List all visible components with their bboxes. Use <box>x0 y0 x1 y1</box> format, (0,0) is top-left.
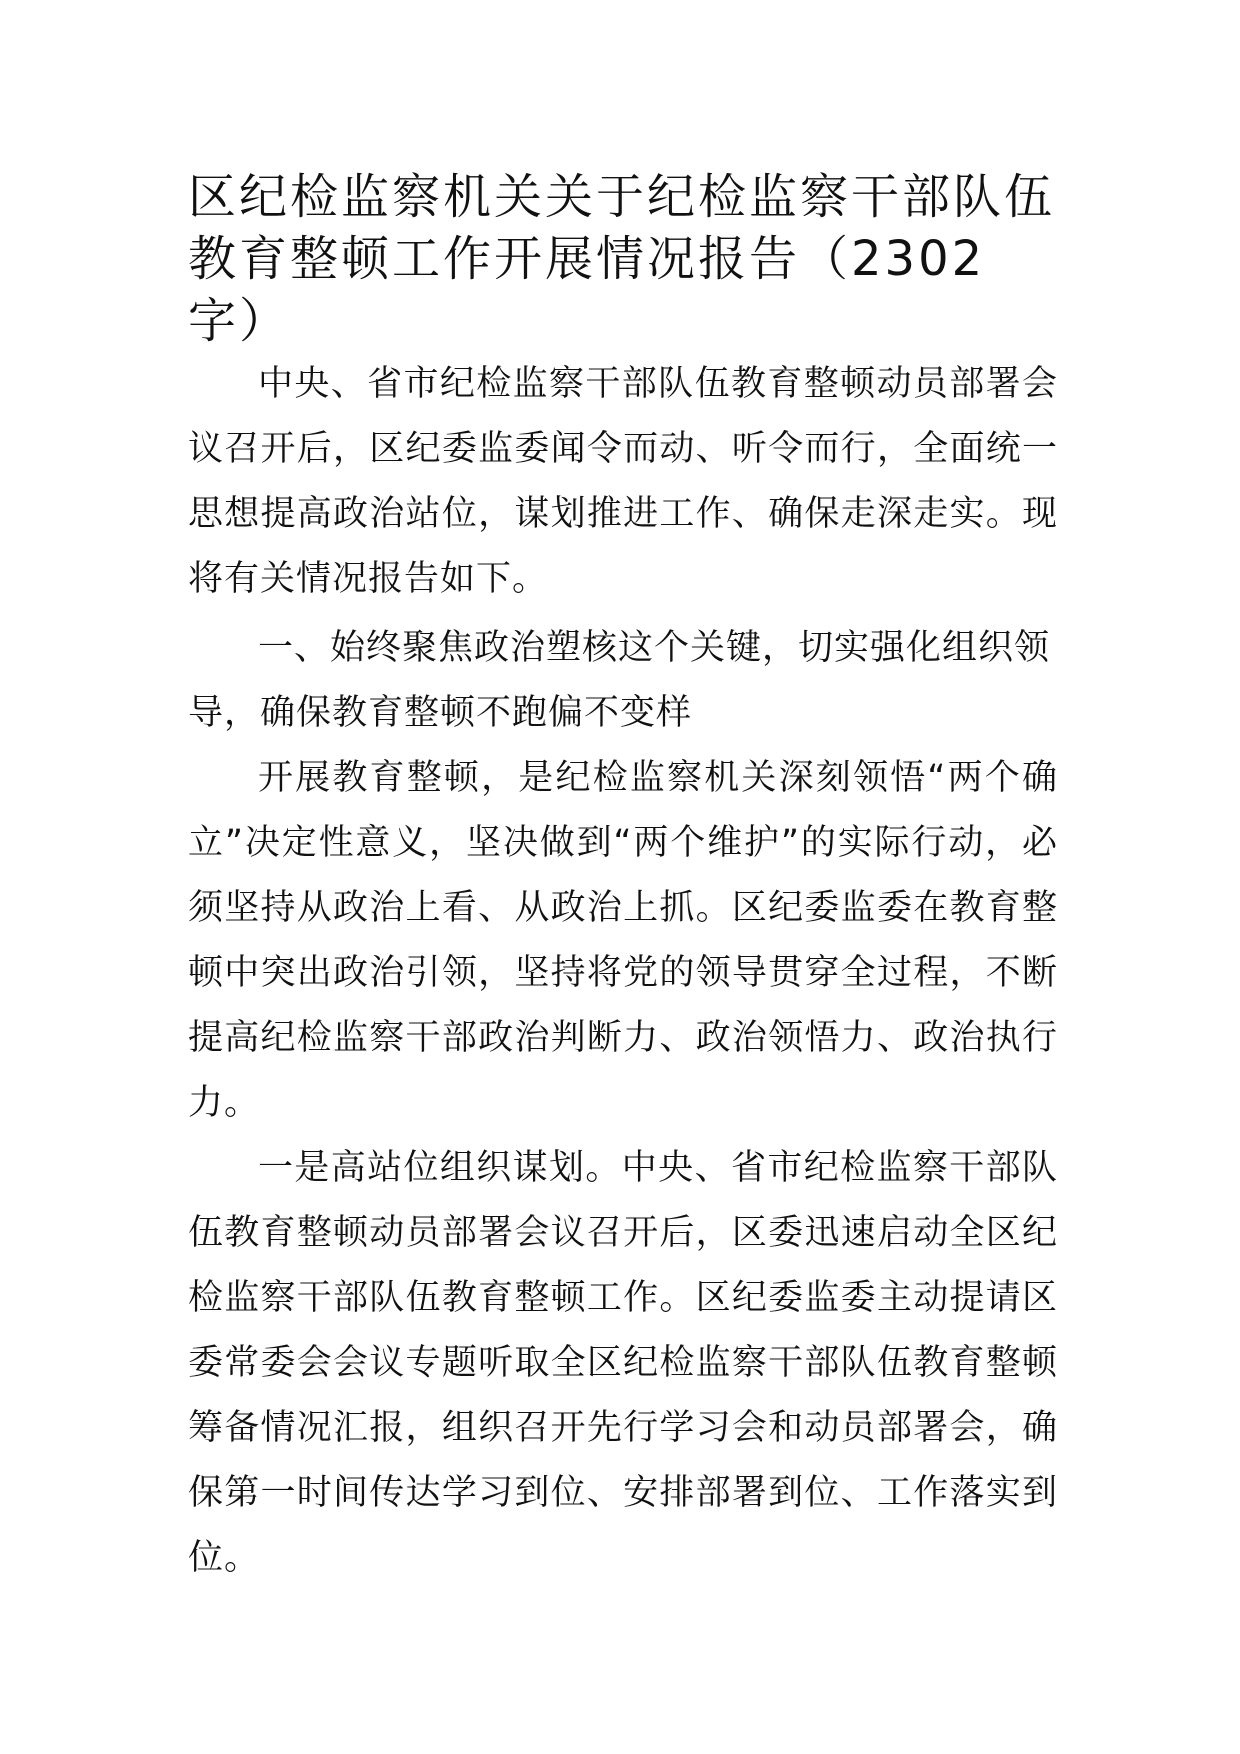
section-heading-1: 一、始终聚焦政治塑核这个关键，切实强化组织领导，确保教育整顿不跑偏不变样 <box>188 628 1051 733</box>
section-1-point-1-paragraph: 一是高站位组织谋划。中央、省市纪检监察干部队伍教育整顿动员部署会议召开后，区委迅速启动全区纪检监察干部队伍教育整顿工作。区纪委监委主动提请区委常委会会议专题听取全区纪检监察干部队伍教育整顿筹备情况汇报，组织召开先行学习会和动员部署会，确保第一时间传达学习到位、安排部署到位、工作落实到位。 <box>188 1148 1058 1578</box>
document-title: 区纪检监察机关关于纪检监察干部队伍教育整顿工作开展情况报告（2302字） <box>188 169 1056 349</box>
intro-paragraph: 中央、省市纪检监察干部队伍教育整顿动员部署会议召开后，区纪委监委闻令而动、听令而行，全面统一思想提高政治站位，谋划推进工作、确保走深走实。现将有关情况报告如下。 <box>188 364 1058 599</box>
section-1-paragraph: 开展教育整顿，是纪检监察机关深刻领悟“两个确立”决定性意义，坚决做到“两个维护”的实际行动，必须坚持从政治上看、从政治上抓。区纪委监委在教育整顿中突出政治引领，坚持将党的领导贯穿全过程，不断提高纪检监察干部政治判断力、政治领悟力、政治执行力。 <box>188 758 1058 1123</box>
document-body <box>188 166 1058 1591</box>
